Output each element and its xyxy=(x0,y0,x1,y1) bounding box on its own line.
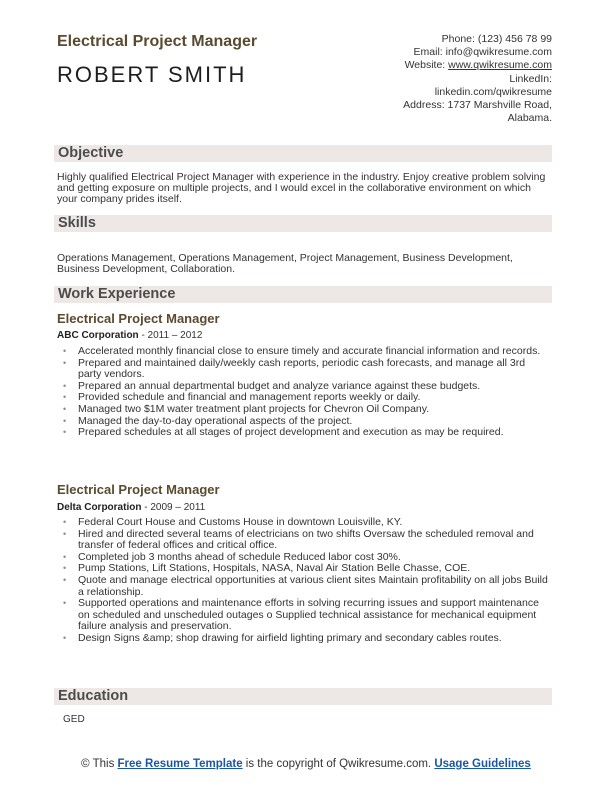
list-item: • Managed the day-to-day operational aspects of the project. xyxy=(62,416,548,428)
contact-linkedin-url: linkedin.com/qwikresume xyxy=(434,85,552,98)
list-item: • Prepared an annual departmental budget and analyze variance against these budgets. xyxy=(62,381,548,393)
company-name: Delta Corporation xyxy=(57,502,142,513)
skills-heading: Skills xyxy=(58,215,96,231)
job-entry-title: Electrical Project Manager xyxy=(57,482,220,497)
education-section-header xyxy=(54,688,552,705)
resume-header xyxy=(57,32,552,125)
list-item: • Prepared and maintained daily/weekly cash reports, periodic cash forecasts, and manage all 3rd party vendors. xyxy=(62,358,548,381)
usage-guidelines-link[interactable]: Usage Guidelines xyxy=(434,758,531,770)
objective-section-header xyxy=(54,145,552,162)
copyright-footer xyxy=(56,758,556,771)
job-dates: - 2009 – 2011 xyxy=(141,502,206,513)
list-item: • Accelerated monthly financial close to ensure timely and accurate financial information and records. xyxy=(62,346,548,358)
objective-heading: Objective xyxy=(58,145,124,161)
objective-text: Highly qualified Electrical Project Manager with experience in the industry. Enjoy creative problem solving and getting exposure on multiple projects, and I would excel in the collaborative environment on which your company prides itself. xyxy=(57,171,546,206)
footer-middle: is the copyright of Qwikresume.com. xyxy=(242,758,435,770)
list-item: • Completed job 3 months ahead of schedule Reduced labor cost 30%. xyxy=(62,552,548,564)
website-label: Website: xyxy=(404,59,449,72)
contact-email: Email: info@qwikresume.com xyxy=(413,46,552,59)
list-item: • Hired and directed several teams of electricians on two shifts Oversaw the scheduled removal and transfer of federal offices and critical office. xyxy=(62,529,548,552)
free-resume-template-link[interactable]: Free Resume Template xyxy=(117,758,243,770)
contact-website xyxy=(332,59,552,72)
skills-text: Operations Management, Operations Management, Project Management, Business Development, Business Development, Collaboration. xyxy=(57,252,513,276)
list-item: • Federal Court House and Customs House in downtown Louisville, KY. xyxy=(62,517,548,529)
job-entry-title: Electrical Project Manager xyxy=(57,311,220,326)
candidate-name: ROBERT SMITH xyxy=(57,62,247,87)
education-text: GED xyxy=(63,714,85,725)
footer-prefix: © This xyxy=(81,758,118,770)
job-bullet-list xyxy=(62,346,548,439)
job-entry-company-line xyxy=(57,330,202,342)
list-item: • Design Signs &amp; shop drawing for airfield lighting primary and secondary cables routes. xyxy=(62,633,548,645)
job-bullet-list xyxy=(62,517,548,645)
list-item: • Managed two $1M water treatment plant projects for Chevron Oil Company. xyxy=(62,404,548,416)
list-item: • Prepared schedules at all stages of project development and execution as may be required. xyxy=(62,427,548,439)
work-experience-section-header xyxy=(54,286,552,303)
job-dates: - 2011 – 2012 xyxy=(138,330,203,341)
contact-address-line2: Alabama. xyxy=(507,112,552,125)
skills-section-header xyxy=(54,215,552,232)
contact-linkedin-label: LinkedIn: xyxy=(509,72,552,85)
list-item: • Supported operations and maintenance efforts in solving recurring issues and support maintenance on scheduled and unscheduled outages o Supplied technical assistance for mechanical equipment failure analysis and preservation. xyxy=(62,598,548,633)
website-link[interactable]: www.qwikresume.com xyxy=(448,59,552,72)
contact-phone: Phone: (123) 456 78 99 xyxy=(441,33,552,45)
job-entry-company-line xyxy=(57,502,205,514)
work-experience-heading: Work Experience xyxy=(58,286,176,302)
job-title: Electrical Project Manager xyxy=(57,33,258,50)
contact-block xyxy=(332,33,552,125)
contact-address-line1: Address: 1737 Marshville Road, xyxy=(403,99,552,112)
education-heading: Education xyxy=(58,688,129,704)
list-item: • Quote and manage electrical opportunities at various client sites Maintain profitability on all jobs Build a relationship. xyxy=(62,575,548,598)
list-item: • Provided schedule and financial and management reports weekly or daily. xyxy=(62,392,548,404)
list-item: • Pump Stations, Lift Stations, Hospitals, NASA, Naval Air Station Belle Chasse, COE. xyxy=(62,563,548,575)
company-name: ABC Corporation xyxy=(57,330,139,341)
